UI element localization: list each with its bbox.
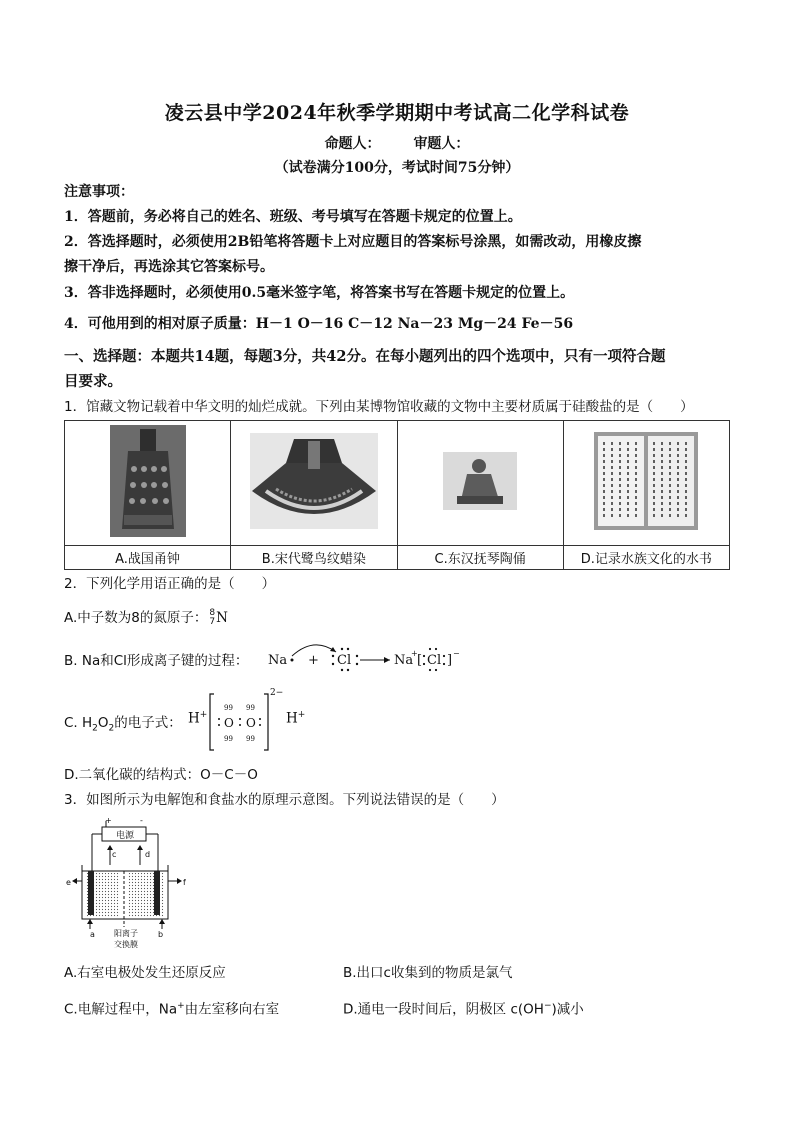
artifact-image-book xyxy=(563,421,729,546)
h-charge-right: + xyxy=(297,710,306,720)
svg-text:[: [ xyxy=(417,653,423,668)
q2-option-a xyxy=(64,607,228,629)
authors-line xyxy=(0,133,794,153)
svg-text:99: 99 xyxy=(224,704,233,712)
cl-atom-label: Cl xyxy=(337,653,352,668)
q3-c-post: 由左室移向右室 xyxy=(184,1001,280,1018)
ionic-bond-formation-diagram xyxy=(262,638,462,678)
c-sub1: 2 xyxy=(92,723,98,734)
outlet-f-label: f xyxy=(183,878,186,887)
artifact-image-figurine xyxy=(397,421,563,546)
q2-option-b: B. Na和Cl形成离子键的过程： xyxy=(64,653,249,669)
question-3-stem: 3．如图所示为电解饱和食盐水的原理示意图。下列说法错误的是（ ） xyxy=(64,792,505,808)
atomic-number: 7 xyxy=(209,617,216,627)
isotope-indices xyxy=(209,609,215,627)
setter-label: 命题人： xyxy=(324,136,381,152)
minus-terminal: - xyxy=(140,816,143,825)
outlet-e-label: e xyxy=(66,878,71,887)
q3-c-pre: C.电解过程中，Na xyxy=(64,1001,178,1018)
h-symbol-left: H xyxy=(188,710,200,727)
h-symbol-right: H xyxy=(286,710,298,727)
q3-d-pre: D.通电一段时间后，阴极区 c(OH xyxy=(343,1001,544,1018)
plus-terminal: + xyxy=(105,816,112,825)
peroxide-electron-dot-diagram xyxy=(208,692,286,752)
option-b-caption: B.宋代鹭鸟纹蜡染 xyxy=(231,546,398,570)
q3-option-d xyxy=(343,995,584,1021)
artifact-image-bell xyxy=(65,421,231,546)
batik-garment-image xyxy=(250,433,378,529)
h-charge-left: + xyxy=(199,710,208,720)
question-1-stem: 1．馆藏文物记载着中华文明的灿烂成就。下列由某博物馆收藏的文物中主要材质属于硅酸盐的是（ ） xyxy=(64,399,694,415)
svg-text:O: O xyxy=(224,716,234,730)
element-symbol: N xyxy=(216,610,228,626)
q3-option-c xyxy=(64,995,279,1021)
outlet-d-label: d xyxy=(145,850,151,859)
svg-text:+: + xyxy=(411,649,418,658)
artifact-image-batik xyxy=(231,421,398,546)
option-d-caption: D.记录水族文化的水书 xyxy=(563,546,729,570)
q3-d-post: )减小 xyxy=(551,1001,584,1018)
h-left xyxy=(188,710,207,727)
note-item: 4．可他用到的相对原子质量：H－1 O－16 C－12 Na－23 Mg－24 Fe－56 xyxy=(64,316,574,332)
svg-text:+: + xyxy=(308,653,319,668)
artifact-table xyxy=(64,420,730,570)
svg-text:]: ] xyxy=(447,653,453,668)
section-heading-cont: 目要求。 xyxy=(64,373,122,390)
inlet-b-label: b xyxy=(158,930,164,939)
q2-option-c xyxy=(64,712,182,740)
svg-text:99: 99 xyxy=(246,735,255,743)
bronze-bell-image xyxy=(110,425,186,537)
c-post: 的电子式： xyxy=(114,715,182,731)
power-supply-label: 电源 xyxy=(116,831,135,841)
section-heading: 一、选择题：本题共14题，每题3分，共42分。在每小题列出的四个选项中，只有一项符合题 xyxy=(64,348,666,365)
na-atom-label: Na xyxy=(268,653,288,668)
pottery-figurine-image xyxy=(443,452,517,510)
mass-number: 8 xyxy=(209,608,216,618)
h-right xyxy=(286,710,305,727)
q3-c-sup: + xyxy=(177,1001,185,1011)
reviewer-label: 审题人： xyxy=(413,136,470,152)
q3-option-a: A.右室电极处发生还原反应 xyxy=(64,965,226,981)
score-note: （试卷满分100分，考试时间75分钟） xyxy=(274,160,520,176)
q3-option-b: B.出口c收集到的物质是氯气 xyxy=(343,965,513,981)
membrane-label: 阳离子 xyxy=(114,929,138,938)
notes-heading: 注意事项： xyxy=(64,184,134,200)
option-a-caption: A.战国甬钟 xyxy=(65,546,231,570)
note-item: 擦干净后，再选涂其它答案标号。 xyxy=(64,259,274,275)
electrolysis-cell-diagram xyxy=(62,815,194,953)
svg-text:Na: Na xyxy=(394,653,414,668)
option-c-caption: C.东汉抚琴陶俑 xyxy=(397,546,563,570)
q2-option-d: D.二氧化碳的结构式：O－C－O xyxy=(64,767,258,783)
q3-d-sup: − xyxy=(543,1001,552,1011)
membrane-label-2: 交换膜 xyxy=(114,940,138,949)
shui-script-book-image xyxy=(594,432,698,530)
question-2-stem: 2．下列化学用语正确的是（ ） xyxy=(64,576,276,592)
note-item: 3．答非选择题时，必须使用0.5毫米签字笔，将答案书写在答题卡规定的位置上。 xyxy=(64,285,575,301)
c-mid: O xyxy=(97,715,109,731)
peroxide-charge: 2− xyxy=(270,688,284,698)
page-title: 凌云县中学2024年秋季学期期中考试高二化学科试卷 xyxy=(164,102,630,124)
svg-text:99: 99 xyxy=(246,704,255,712)
svg-text:−: − xyxy=(453,649,460,658)
note-item: 1．答题前，务必将自己的姓名、班级、考号填写在答题卡规定的位置上。 xyxy=(64,209,522,225)
svg-text:Cl: Cl xyxy=(427,653,442,668)
c-sub2: 2 xyxy=(108,723,115,734)
svg-text:99: 99 xyxy=(224,735,233,743)
outlet-c-label: c xyxy=(112,850,117,859)
note-item: 2．答选择题时，必须使用2B铅笔将答题卡上对应题目的答案标号涂黑，如需改动，用橡皮擦 xyxy=(64,234,642,250)
c-text-pre: C. H xyxy=(64,715,93,731)
q2-option-a-text: A.中子数为8的氮原子： xyxy=(64,610,208,626)
inlet-a-label: a xyxy=(90,930,95,939)
svg-text:O: O xyxy=(246,716,256,730)
